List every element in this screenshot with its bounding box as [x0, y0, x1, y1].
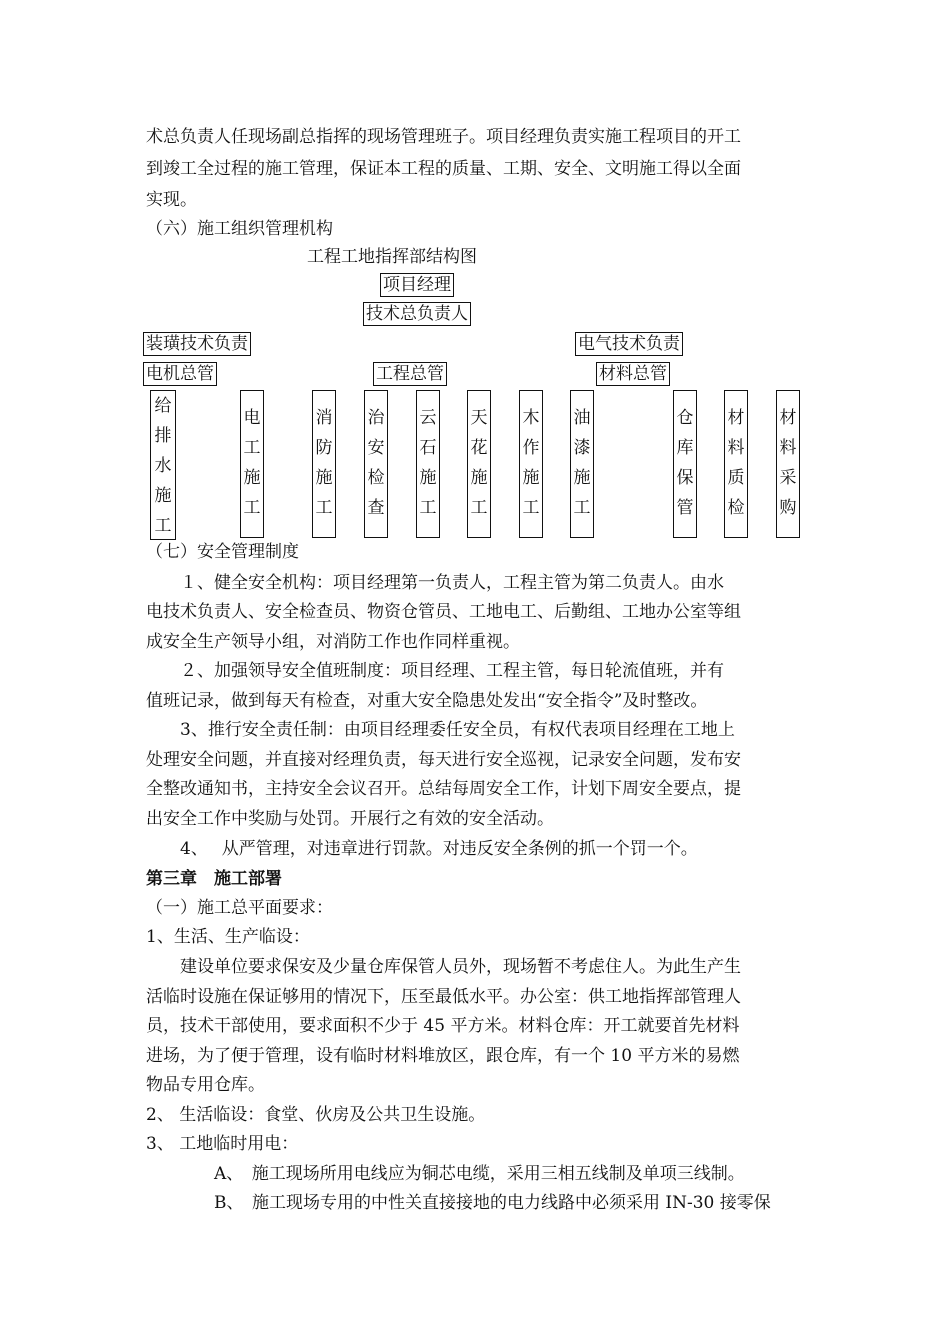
org-team-box: 治安检查 [364, 390, 388, 538]
org-node-mat-mgr: 材料总管 [596, 362, 670, 386]
text-line: 到竣工全过程的施工管理，保证本工程的质量、工期、安全、文明施工得以全面 [146, 159, 741, 179]
org-node-eng-mgr: 工程总管 [373, 362, 447, 386]
text-line: 建设单位要求保安及少量仓库保管人员外，现场暂不考虑住人。为此生产生 [146, 957, 741, 977]
org-node-elec-tech: 电气技术负责 [575, 332, 683, 356]
org-node-tech-lead: 技术总负责人 [363, 302, 471, 326]
org-team-box: 云石施工 [416, 390, 440, 538]
org-team-box: 电工施工 [240, 390, 264, 538]
org-team-box: 油漆施工 [570, 390, 594, 538]
text-line: ２、加强领导安全值班制度：项目经理、工程主管，每日轮流值班，并有 [146, 661, 724, 681]
text-line: 3、 工地临时用电： [146, 1134, 299, 1154]
text-line: 进场，为了便于管理，设有临时材料堆放区，跟仓库，有一个 10 平方米的易燃 [146, 1046, 740, 1066]
org-team-box: 天花施工 [467, 390, 491, 538]
text-line: 4、 从严管理，对违章进行罚款。对违反安全条例的抓一个罚一个。 [146, 839, 698, 859]
org-team-box: 仓库保管 [673, 390, 697, 538]
text-line: A、 施工现场所用电线应为铜芯电缆，采用三相五线制及单项三线制。 [146, 1164, 745, 1184]
org-team-box: 给排水施工 [150, 390, 176, 540]
section-heading: （六）施工组织管理机构 [146, 219, 333, 239]
text-line: 全整改通知书，主持安全会议召开。总结每周安全工作，计划下周安全要点，提 [146, 779, 741, 799]
org-node-mech-mgr: 电机总管 [143, 362, 217, 386]
org-team-box: 木作施工 [519, 390, 543, 538]
org-node-pm: 项目经理 [380, 273, 454, 297]
section-heading: （七）安全管理制度 [146, 542, 299, 562]
org-team-box: 材料质检 [724, 390, 748, 538]
text-line: 物品专用仓库。 [146, 1075, 265, 1095]
org-chart-title: 工程工地指挥部结构图 [307, 247, 477, 267]
text-line: 员，技术干部使用，要求面积不少于 45 平方米。材料仓库：开工就要首先材料 [146, 1016, 740, 1036]
text-line: 电技术负责人、安全检查员、物资仓管员、工地电工、后勤组、工地办公室等组 [146, 602, 741, 622]
text-line: 活临时设施在保证够用的情况下，压至最低水平。办公室：供工地指挥部管理人 [146, 987, 741, 1007]
text-line: １、健全安全机构：项目经理第一负责人，工程主管为第二负责人。由水 [146, 573, 724, 593]
text-line: 实现。 [146, 190, 197, 210]
text-line: 3、推行安全责任制：由项目经理委任安全员，有权代表项目经理在工地上 [146, 720, 735, 740]
text-line: 成安全生产领导小组，对消防工作也作同样重视。 [146, 632, 520, 652]
org-team-box: 材料采购 [776, 390, 800, 538]
text-line: B、 施工现场专用的中性关直接接地的电力线路中必须采用 IN-30 接零保 [146, 1193, 771, 1213]
text-line: 出安全工作中奖励与处罚。开展行之有效的安全活动。 [146, 809, 554, 829]
org-team-box: 消防施工 [312, 390, 336, 538]
text-line: 值班记录，做到每天有检查，对重大安全隐患处发出“安全指令”及时整改。 [146, 691, 708, 711]
text-line: 术总负责人任现场副总指挥的现场管理班子。项目经理负责实施工程项目的开工 [146, 127, 741, 147]
text-line: 处理安全问题，并直接对经理负责，每天进行安全巡视，记录安全问题，发布安 [146, 750, 741, 770]
text-line: 2、 生活临设：食堂、伙房及公共卫生设施。 [146, 1105, 486, 1125]
chapter-title: 第三章 施工部署 [146, 869, 282, 889]
org-node-deco-tech: 装璜技术负责 [143, 332, 251, 356]
section-heading: （一）施工总平面要求： [146, 898, 333, 918]
text-line: 1、生活、生产临设： [146, 927, 310, 947]
